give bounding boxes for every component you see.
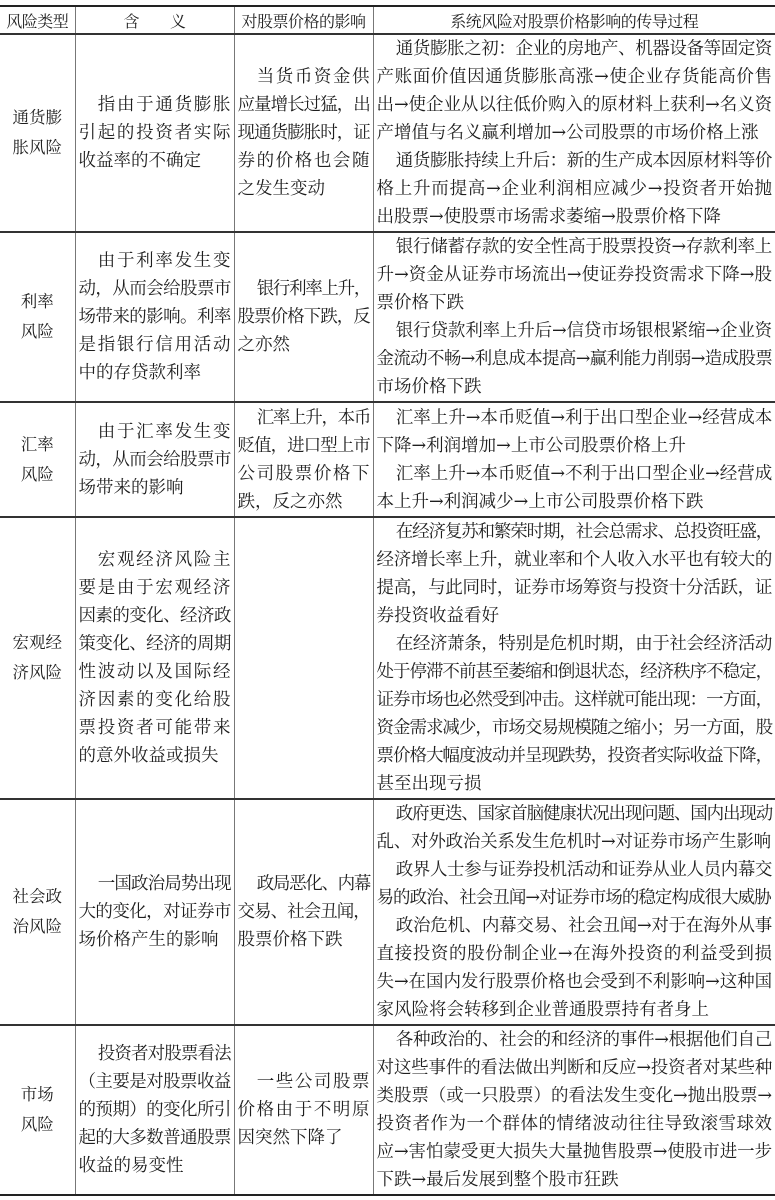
- text-line: 提高，与此同时，证券市场筹资与投资十分活跃，证: [376, 578, 772, 598]
- risk-type-cell: [0, 799, 75, 1025]
- text-line: 的意外收益或损失: [78, 746, 219, 766]
- text-line: 市场价格下跌: [376, 377, 482, 397]
- text-line: 风险: [20, 464, 54, 484]
- table-row: [0, 1025, 775, 1195]
- text-line: 交易、社会丑闻，: [237, 902, 370, 922]
- risk-type-cell: [0, 517, 75, 799]
- transmission-process-cell: [373, 232, 775, 402]
- text-line: 直接投资的股份制企业→在海外投资的利益受到损: [376, 944, 772, 964]
- text-line: 经济增长率上升，就业率和个人收入水平也有较大的: [376, 550, 772, 570]
- text-line: 汇率: [20, 434, 54, 454]
- price-effect-cell: [234, 34, 373, 232]
- text-line: 通货膨胀之初：企业的房地产、机器设备等固定资: [395, 39, 772, 59]
- process-paragraph: [377, 317, 773, 401]
- text-line: 大的变化，对证券市: [78, 902, 231, 922]
- meaning-cell: [75, 34, 234, 232]
- text-line: 场带来的影响: [78, 477, 184, 498]
- table-row: [0, 232, 775, 402]
- text-line: 失→在国内发行股票价格也会受到不利影响→这种国: [376, 972, 772, 992]
- text-line: 当货币资金供: [256, 67, 370, 87]
- text-line: 在经济萧条，特别是危机时期，由于社会经济活动: [395, 634, 772, 654]
- text-line: 收益率的不确定: [78, 151, 201, 171]
- table-body: [0, 34, 775, 1195]
- text-line: 动，从而会给股票市: [78, 449, 231, 470]
- text-line: 之亦然: [237, 335, 290, 355]
- text-line: 票价格下跌: [376, 293, 464, 313]
- text-line: 的预期）的变化所引: [78, 1100, 231, 1120]
- text-line: 票价格大幅度波动并呈现跌势，投资者实际收益下降，: [376, 746, 772, 766]
- text-line: （主要是对股票收益: [78, 1072, 231, 1092]
- text-line: 引起的投资者实际: [78, 123, 231, 143]
- transmission-process-cell: [373, 799, 775, 1025]
- text-line: 起的大多数普通股票: [78, 1128, 231, 1148]
- price-effect-cell: [234, 1025, 373, 1195]
- text-line: 汇率上升→本币贬值→利于出口型企业→经营成本: [395, 407, 773, 428]
- text-line: 出→使企业从以往低价购入的原材料上获利→名义资: [376, 95, 772, 115]
- price-effect-cell: [234, 799, 373, 1025]
- text-line: 投资者作为一个群体的情绪波动往往导致滚雪球效: [376, 1114, 772, 1134]
- text-line: 因素的变化、经济政: [78, 606, 231, 626]
- text-line: 通货膨: [12, 108, 62, 127]
- process-paragraph: [377, 233, 773, 317]
- text-line: 易的政治、社会丑闻→对证券市场的稳定构成很大威胁: [376, 888, 771, 908]
- process-paragraph: [377, 404, 773, 460]
- text-line: 中的存贷款利率: [78, 363, 201, 383]
- text-line: 济因素的变化给股: [78, 690, 231, 710]
- text-line: 风险: [20, 322, 54, 341]
- table-row: [0, 517, 775, 799]
- text-line: 出股票→使股票市场需求萎缩→股票价格下降: [376, 207, 721, 227]
- text-line: 甚至出现亏损: [376, 774, 482, 794]
- text-line: 银行贷款利率上升后→信贷市场银根紧缩→企业资: [395, 321, 772, 341]
- text-line: 性波动以及国际经: [78, 662, 231, 682]
- text-line: 银行利率上升，: [256, 279, 370, 299]
- text-line: 券的价格也会随: [237, 151, 370, 171]
- text-line: 收益的易变性: [78, 1156, 184, 1176]
- text-line: 场带来的影响。利率: [78, 307, 231, 327]
- text-line: 股票价格下跌，反: [237, 307, 370, 327]
- text-line: 治风险: [12, 917, 62, 936]
- text-line: 贬值，进口型上市: [237, 435, 370, 456]
- text-line: 应→害怕蒙受更大损失大量抛售股票→使股市进一步: [376, 1142, 772, 1162]
- text-line: 由于汇率发生变: [97, 421, 231, 442]
- risk-type-cell: [0, 232, 75, 402]
- table-row: [0, 402, 775, 517]
- table-row: [0, 34, 775, 232]
- text-line: 利率: [20, 292, 54, 311]
- risk-table: [0, 5, 775, 1196]
- process-paragraph: [377, 912, 773, 1024]
- text-line: 对这些事件的看法做出判断和反应→投资者对某些种: [376, 1058, 772, 1078]
- text-line: 类股票（或一只股票）的看法发生变化→抛出股票→: [376, 1086, 772, 1106]
- transmission-process-cell: [373, 517, 775, 799]
- text-line: 宏观经济风险主: [97, 550, 231, 570]
- text-line: 家风险将会转移到企业普通股票持有者身上: [376, 1000, 709, 1020]
- text-line: 产增值与名义赢利增加→公司股票的市场价格上涨: [376, 123, 759, 143]
- risk-type-cell: [0, 402, 75, 517]
- header-meaning: 含 义: [75, 6, 234, 34]
- text-line: 之发生变动: [237, 179, 325, 199]
- text-line: 银行储蓄存款的安全性高于股票投资→存款利率上: [395, 237, 772, 257]
- risk-type-cell: [0, 1025, 75, 1195]
- text-line: 证券市场也必然受到冲击。这样就可能出现：一方面，: [376, 690, 772, 710]
- text-line: 投资者对股票看法: [97, 1044, 231, 1064]
- text-line: 风险: [20, 1115, 54, 1134]
- text-line: 股票价格下跌: [237, 930, 343, 950]
- text-line: 现通货膨胀时，证: [237, 123, 370, 143]
- text-line: 金流动不畅→利息成本提高→赢利能力削弱→造成股票: [376, 349, 772, 369]
- process-paragraph: [377, 800, 773, 856]
- text-line: 格上升而提高→企业利润相应减少→投资者开始抛: [376, 179, 772, 199]
- risk-type-cell: [0, 34, 75, 232]
- text-line: 一些公司股票: [256, 1072, 370, 1092]
- transmission-process-cell: [373, 1025, 775, 1195]
- header-row: [0, 6, 775, 34]
- text-line: 乱、对外政治关系发生危机时→对证券市场产生影响: [376, 832, 771, 852]
- text-line: 市场: [20, 1085, 54, 1104]
- price-effect-cell: [234, 402, 373, 517]
- text-line: 政局恶化、内幕: [256, 874, 370, 894]
- process-paragraph: [377, 35, 773, 147]
- text-line: 公司股票价格下: [237, 463, 370, 484]
- text-line: 场价格产生的影响: [78, 930, 219, 950]
- process-paragraph: [377, 630, 773, 798]
- text-line: 政府更迭、国家首脑健康状况出现问题、国内出现动: [395, 804, 772, 824]
- text-line: 在经济复苏和繁荣时期，社会总需求、总投资旺盛，: [395, 522, 772, 542]
- text-line: 跌，反之亦然: [237, 491, 343, 512]
- transmission-process-cell: [373, 34, 775, 232]
- header-transmission-process: 系统风险对股票价格影响的传导过程: [373, 6, 775, 34]
- text-line: 汇率上升，本币: [256, 407, 370, 428]
- text-line: 社会政: [12, 887, 62, 906]
- process-paragraph: [377, 147, 773, 231]
- text-line: 指由于通货膨胀: [97, 95, 231, 115]
- text-line: 动，从而会给股票市: [78, 279, 231, 299]
- text-line: 升→资金从证券市场流出→使证券投资需求下降→股: [376, 265, 772, 285]
- price-effect-cell: [234, 232, 373, 402]
- text-line: 价格由于不明原: [237, 1100, 370, 1120]
- text-line: 下跌→最后发展到整个股市狂跌: [376, 1170, 619, 1190]
- transmission-process-cell: [373, 402, 775, 517]
- table-row: [0, 799, 775, 1025]
- text-line: 处于停滞不前甚至萎缩和倒退状态，经济秩序不稳定，: [376, 662, 772, 682]
- meaning-cell: [75, 799, 234, 1025]
- meaning-cell: [75, 232, 234, 402]
- text-line: 汇率上升→本币贬值→不利于出口型企业→经营成: [395, 463, 773, 484]
- text-line: 下降→利润增加→上市公司股票价格上升: [376, 435, 686, 456]
- process-paragraph: [377, 856, 773, 912]
- text-line: 济风险: [12, 663, 62, 682]
- text-line: 是指银行信用活动: [78, 335, 231, 355]
- text-line: 票投资者可能带来: [78, 718, 231, 738]
- text-line: 由于利率发生变: [97, 251, 231, 271]
- text-line: 策变化、经济的周期: [78, 634, 231, 654]
- text-line: 通货膨胀持续上升后：新的生产成本因原材料等价: [395, 151, 772, 171]
- meaning-cell: [75, 402, 234, 517]
- meaning-cell: [75, 1025, 234, 1195]
- text-line: 资金需求减少，市场交易规模随之缩小；另一方面，股: [376, 718, 772, 738]
- text-line: 本上升→利润减少→上市公司股票价格下跌: [376, 491, 704, 512]
- text-line: 胀风险: [12, 138, 62, 157]
- header-price-effect: 对股票价格的影响: [234, 6, 373, 34]
- text-line: 要是由于宏观经济: [78, 578, 231, 598]
- text-line: 券投资收益看好: [376, 606, 499, 626]
- meaning-cell: [75, 517, 234, 799]
- header-risk-type: 风险类型: [0, 6, 75, 34]
- process-paragraph: [377, 460, 773, 516]
- text-line: 一国政治局势出现: [97, 874, 231, 894]
- price-effect-cell: [234, 517, 373, 799]
- text-line: 应量增长过猛，出: [237, 95, 370, 115]
- process-paragraph: [377, 518, 773, 630]
- process-paragraph: [377, 1026, 773, 1194]
- text-line: 政治危机、内幕交易、社会丑闻→对于在海外从事: [395, 916, 772, 936]
- text-line: 政界人士参与证券投机活动和证券从业人员内幕交: [395, 860, 772, 880]
- text-line: 宏观经: [12, 633, 62, 652]
- text-line: 各种政治的、社会的和经济的事件→根据他们自己: [395, 1030, 772, 1050]
- text-line: 因突然下降了: [237, 1128, 343, 1148]
- text-line: 产账面价值因通货膨胀高涨→使企业存货能高价售: [376, 67, 772, 87]
